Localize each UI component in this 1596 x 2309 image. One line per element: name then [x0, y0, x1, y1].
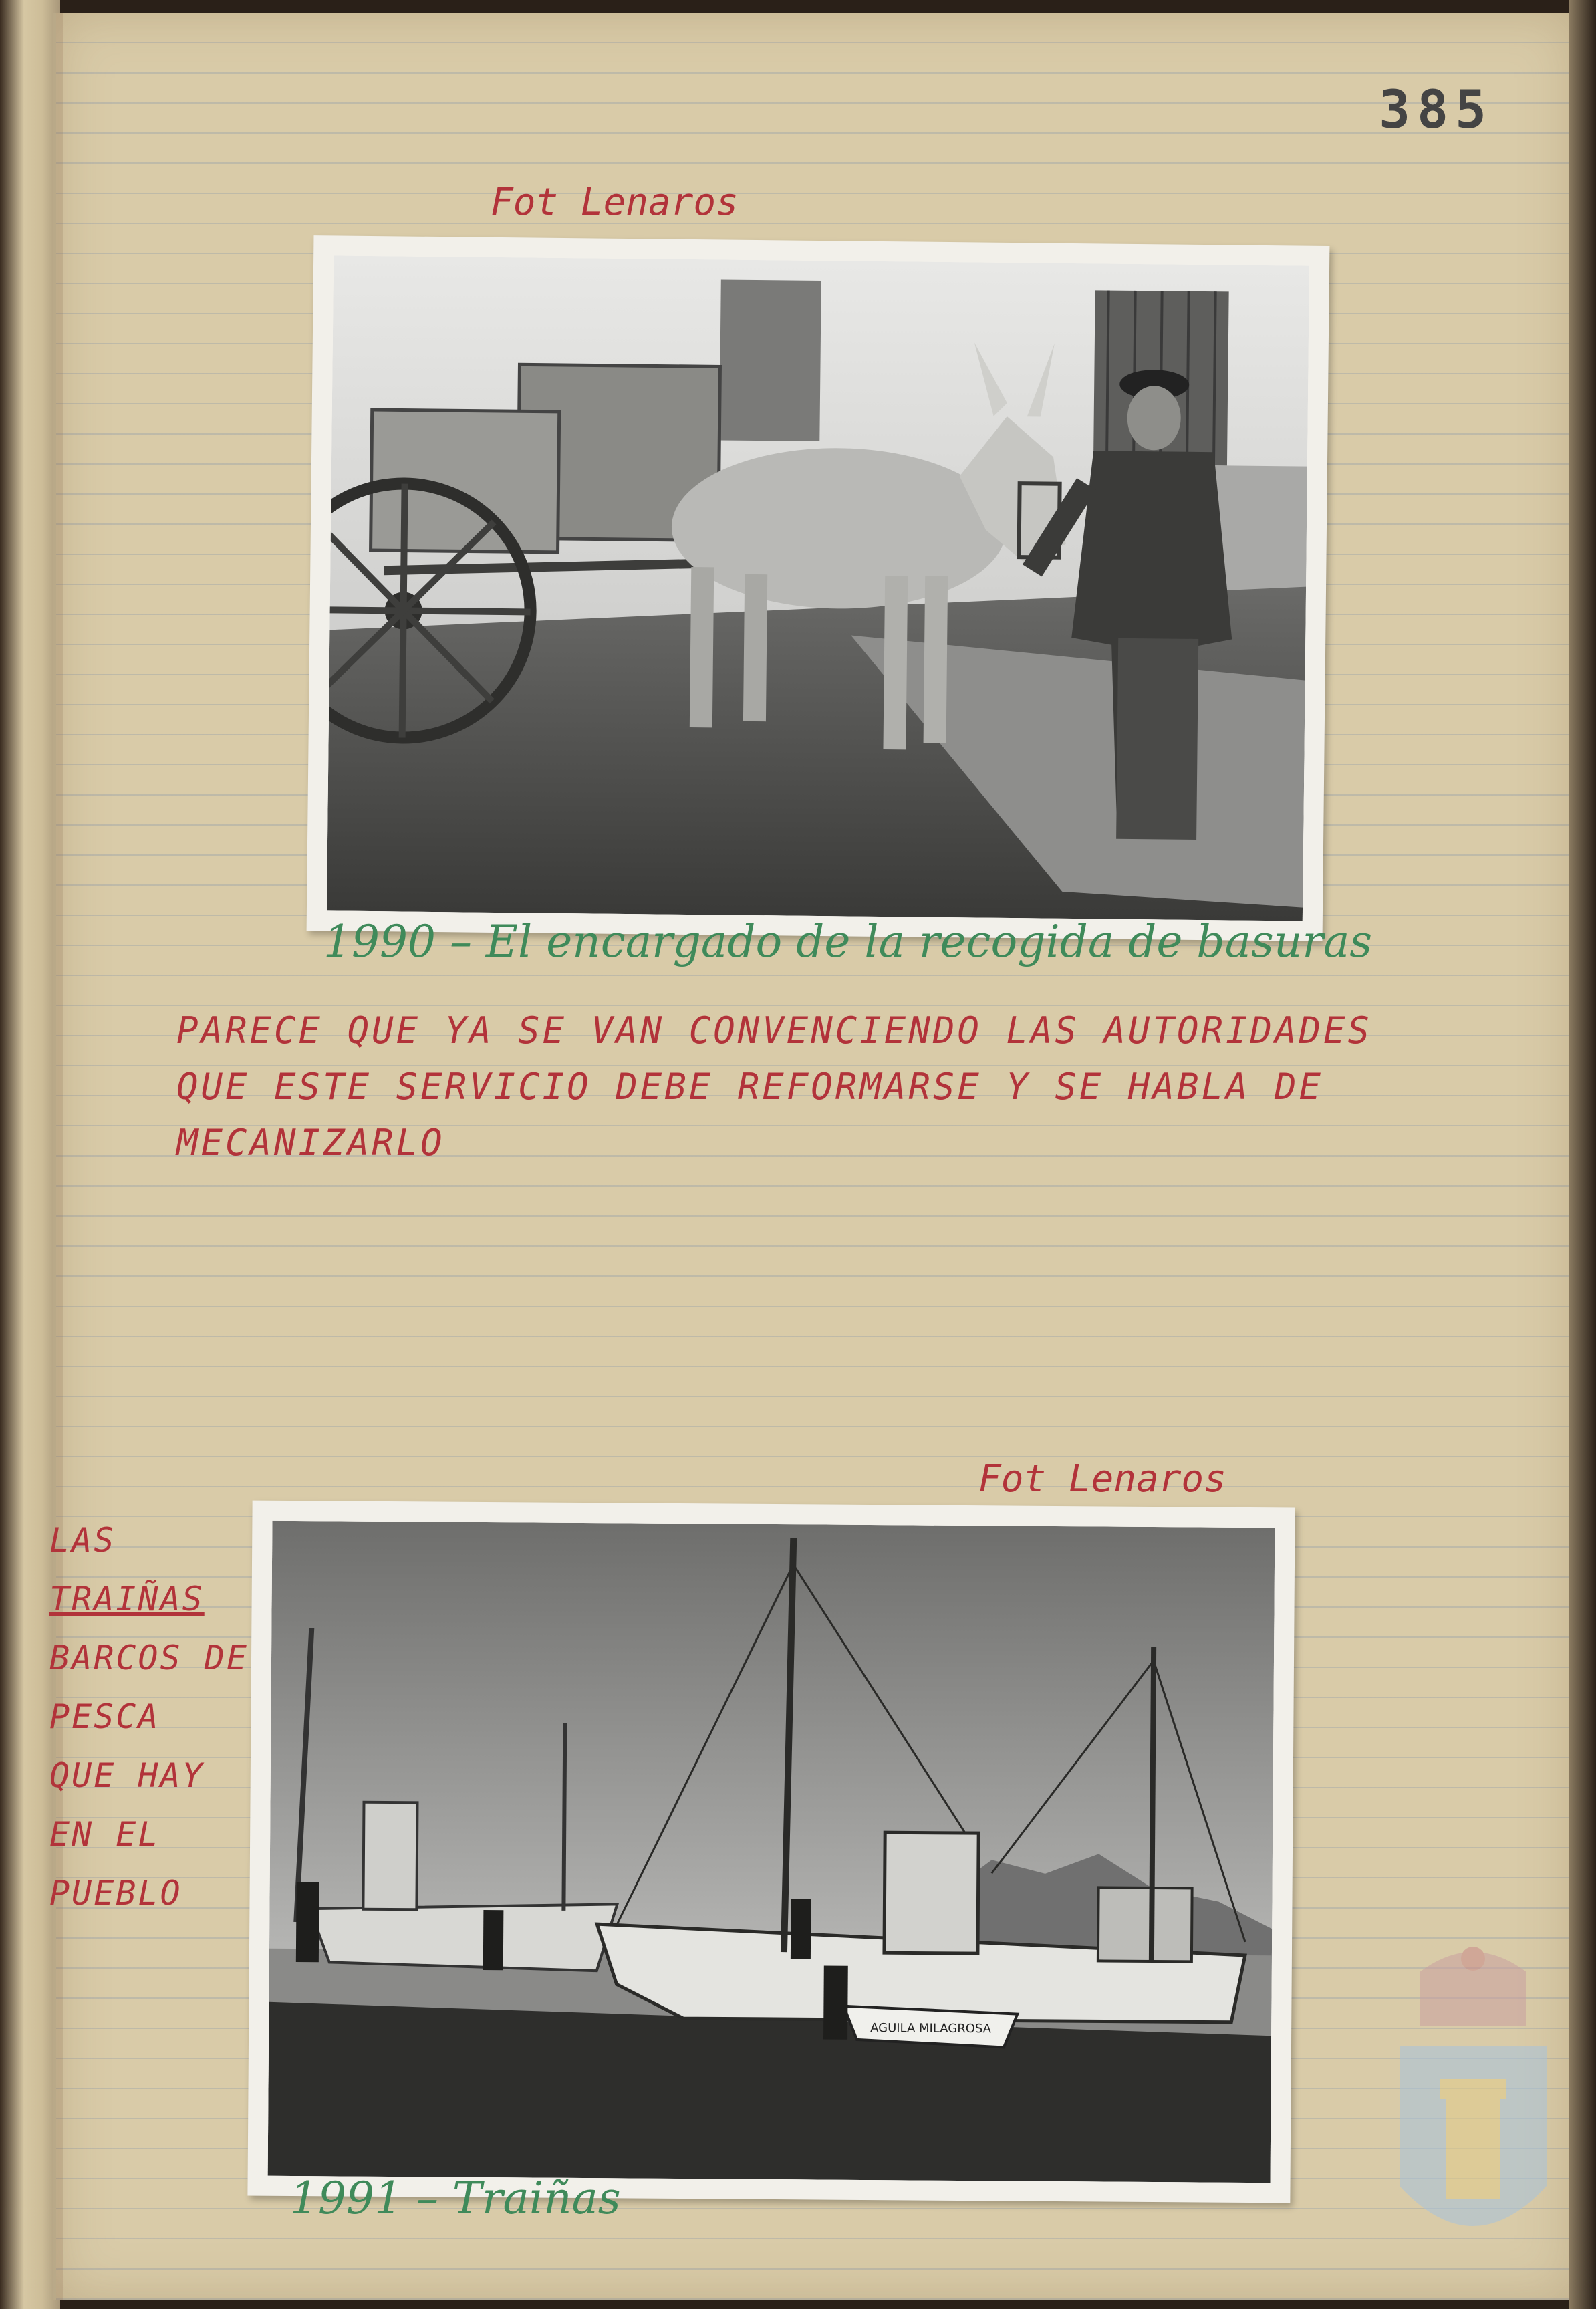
margin-note [49, 1511, 263, 1923]
note-line-1: PARECE QUE YA SE VAN CONVENCIENDO LAS AUTORIDADES [176, 1009, 1373, 1052]
margin-note-line-3: BARCOS DE [49, 1638, 249, 1677]
page-number: 385 [1379, 80, 1493, 140]
margin-note-line-2: TRAIÑAS [49, 1580, 205, 1618]
fishing-boats-illustration [268, 1521, 1275, 2183]
photo-donkey-cart-image [327, 255, 1309, 921]
boat-name-label: AGUILA MILAGROSA [870, 2021, 992, 2036]
donkey-cart-illustration [327, 255, 1309, 921]
photo2-credit: Fot Lenaros [978, 1457, 1226, 1501]
margin-note-line-5: QUE HAY [49, 1756, 205, 1795]
margin-note-line-7: PUEBLO [49, 1874, 182, 1913]
page-margin [56, 13, 63, 2300]
photo1-caption: 1990 – El encargado de la recogida de basuras [323, 916, 1373, 967]
book-spine-left [0, 0, 60, 2309]
book-edge-right [1569, 0, 1596, 2309]
note-line-2: QUE ESTE SERVICIO DEBE REFORMARSE Y SE HABLA DE [176, 1066, 1324, 1108]
photo-fishing-boats-image [268, 1521, 1275, 2183]
municipal-crest-watermark [1393, 1932, 1553, 2280]
note-line-3: MECANIZARLO [176, 1122, 445, 1164]
margin-note-line-1: LAS [49, 1521, 116, 1560]
photo2-caption: 1991 – Traiñas [290, 2173, 621, 2224]
photo-donkey-cart [307, 235, 1330, 941]
margin-note-line-6: EN EL [49, 1815, 160, 1854]
photo1-credit: Fot Lenaros [491, 180, 739, 224]
photo-fishing-boats [247, 1501, 1295, 2203]
album-page [49, 13, 1573, 2300]
handwritten-note [176, 1003, 1446, 1171]
margin-note-line-4: PESCA [49, 1697, 160, 1736]
